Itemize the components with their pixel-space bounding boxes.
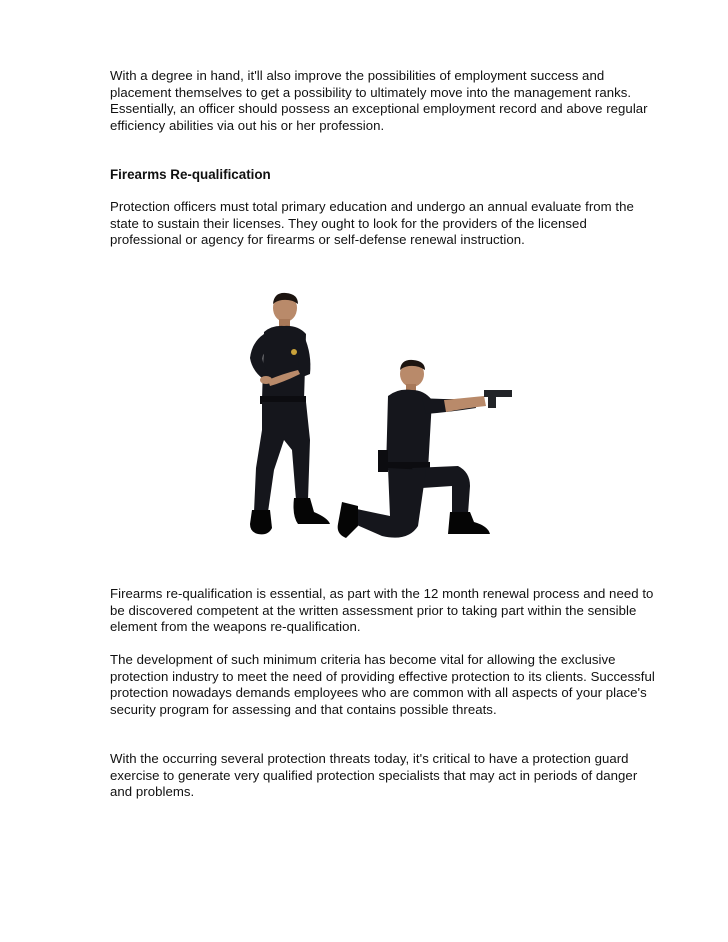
- intro-paragraph: With a degree in hand, it'll also improve the possibilities of employment success and placement themselves to get a possibility to ultimately move into the management ranks. Essentially, an officer should possess an exceptional employment record and above regular efficiency abilities via out his or her profession.: [110, 68, 648, 133]
- security-officers-photo: [212, 290, 522, 550]
- kneeling-officer-figure: [338, 360, 512, 538]
- section-heading: Firearms Re-qualification: [110, 167, 271, 182]
- threats-paragraph: With the occurring several protection threats today, it's critical to have a protection guard exercise to generate very qualified protection specialists that may act in periods of danger and problems.: [110, 751, 638, 800]
- standing-officer-figure: [250, 293, 330, 534]
- criteria-paragraph: The development of such minimum criteria has become vital for allowing the exclusive protection industry to meet the need of providing effective protection to its clients. Successful protection nowadays demands employees who are common with all aspects of your place's security program for assessing and that contains possible threats.: [110, 652, 655, 717]
- renewal-paragraph: Firearms re-qualification is essential, as part with the 12 month renewal process and need to be discovered competent at the written assessment prior to taking part within the sensible element from the weapons re-qualification.: [110, 586, 654, 635]
- requalification-paragraph: Protection officers must total primary education and undergo an annual evaluate from the state to sustain their licenses. They ought to look for the providers of the licensed professional or agency for firearms or self-defense renewal instruction.: [110, 199, 634, 248]
